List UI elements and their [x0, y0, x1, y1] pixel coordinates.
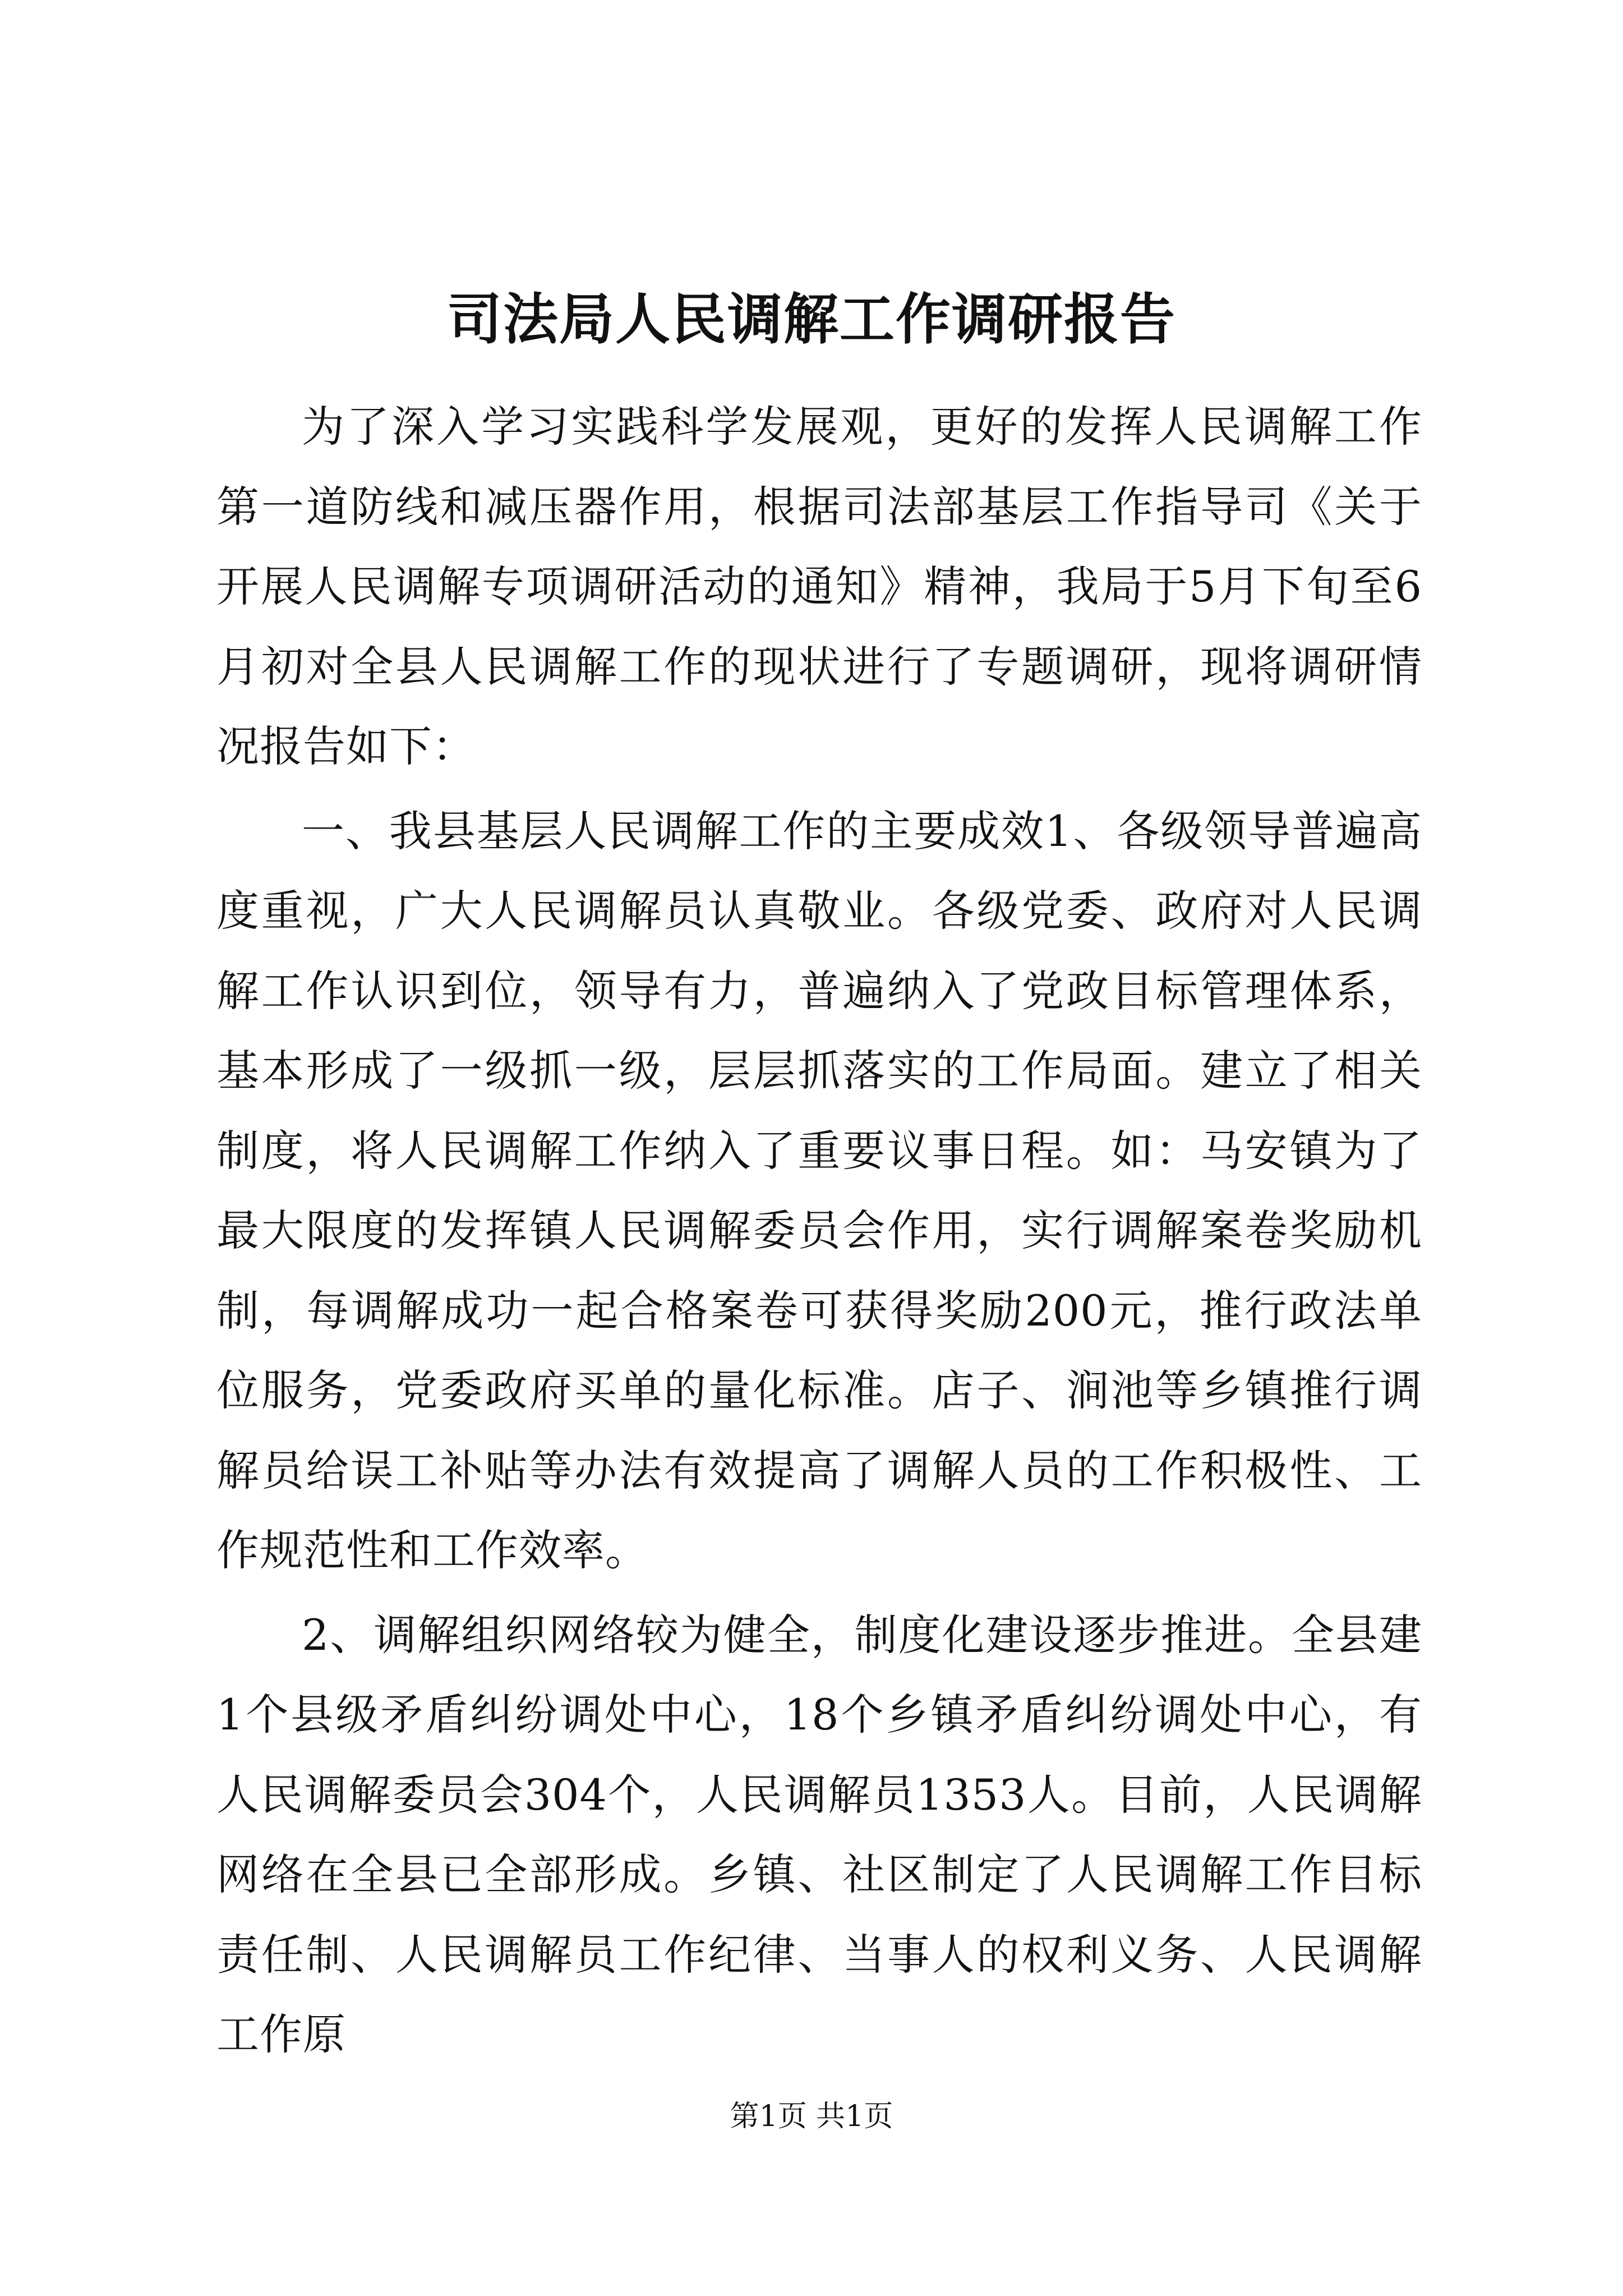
paragraph-intro: 为了深入学习实践科学发展观，更好的发挥人民调解工作第一道防线和减压器作用，根据司法部基层工作指导司《关于开展人民调解专项调研活动的通知》精神，我局于5月下旬至6月初对全县人民调解工作的现状进行了专题调研，现将调研情况报告如下： [216, 402, 1422, 771]
paragraph-section-one: 一、我县基层人民调解工作的主要成效1、各级领导普遍高度重视，广大人民调解员认真敬业。各级党委、政府对人民调解工作认识到位，领导有力，普遍纳入了党政目标管理体系，基本形成了一级抓一级，层层抓落实的工作局面。建立了相关制度，将人民调解工作纳入了重要议事日程。如：马安镇为了最大限度的发挥镇人民调解委员会作用，实行调解案卷奖励机制，每调解成功一起合格案卷可获得奖励200元，推行政法单位服务，党委政府买单的量化标准。店子、涧池等乡镇推行调解员给误工补贴等办法有效提高了调解人员的工作积极性、工作规范性和工作效率。 [216, 806, 1422, 1575]
document-body [216, 387, 1422, 2079]
document-title: 司法局人民调解工作调研报告 [446, 287, 1176, 352]
paragraph-section-two: 2、调解组织网络较为健全，制度化建设逐步推进。全县建1个县级矛盾纠纷调处中心，18个乡镇矛盾纠纷调处中心，有人民调解委员会304个，人民调解员1353人。目前，人民调解网络在全县已全部形成。乡镇、社区制定了人民调解工作目标责任制、人民调解员工作纪律、当事人的权利义务、人民调解工作原 [216, 1609, 1422, 2059]
page-footer: 第1页 共1页 [730, 2100, 893, 2133]
